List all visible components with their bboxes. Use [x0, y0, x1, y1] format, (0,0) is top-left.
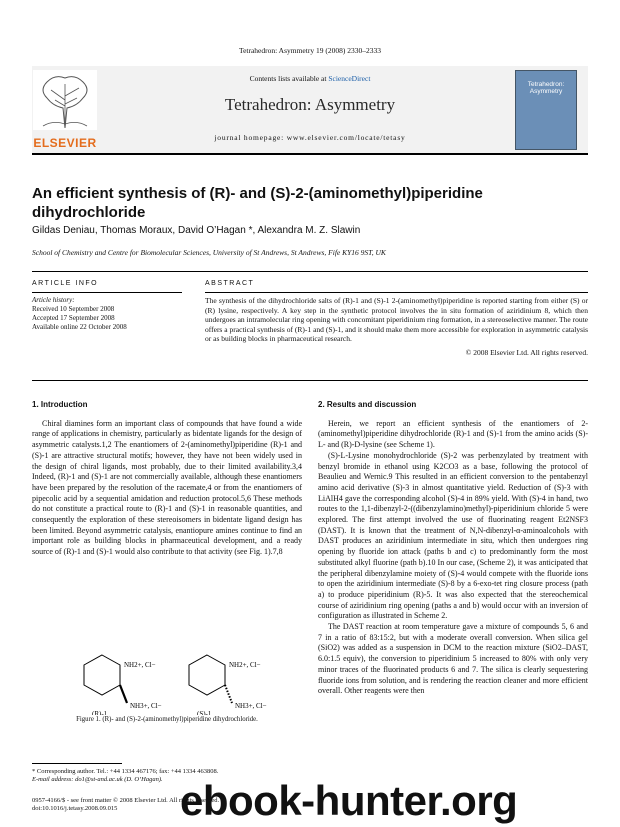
divider — [205, 292, 588, 293]
elsevier-tree-icon — [33, 70, 97, 130]
results-paragraph-1: Herein, we report an efficient synthesis of the enantiomers of 2-(aminomethyl)piperidine dihydrochloride (R)-1 and (S)-1 from the amino acids (S)-L- and (R)-D-lysine (see Scheme 1). — [318, 418, 588, 450]
nh2-label: NH2+, Cl− — [229, 661, 261, 669]
contents-prefix: Contents lists available at — [249, 74, 327, 83]
watermark: ebook-hunter.org — [180, 777, 518, 824]
elsevier-logo — [33, 70, 97, 150]
structure-diagram — [32, 645, 302, 715]
header-rule — [32, 153, 588, 155]
label-r1: (R)-1 — [92, 710, 108, 715]
abstract — [205, 296, 588, 357]
history-label: Article history: — [32, 296, 75, 304]
abstract-heading: ABSTRACT — [205, 280, 255, 287]
label-s1: (S)-1 — [197, 710, 212, 715]
nh3-label: NH3+, Cl− — [130, 702, 162, 710]
figure-caption: Figure 1. (R)- and (S)-2-(aminomethyl)piperidine dihydrochloride. — [76, 716, 258, 723]
article-history — [32, 296, 182, 332]
results-paragraph-3: The DAST reaction at room temperature gave a mixture of compounds 5, 6 and 7 in a ratio of 83:15:2, but with a moderate overall conversion. When silica gel (SiO2) was added as a suspension in DCM to the reaction mixture (SiO2–DAST, 6.0:1.5 equiv), the conversion to piperidinium 5 increased to 80% with only very minor traces of the fluorinated products 6 and 7. The silica is clearly sequestering fluoride ions from solution, and is rendering the reaction cleaner and more efficient overall. Other reagents were then — [318, 622, 588, 696]
article-title: An efficient synthesis of (R)- and (S)-2-(aminomethyl)piperidine dihydrochloride — [32, 185, 483, 221]
introduction-text: Chiral diamines form an important class of compounds that have found a wide range of applications in chemistry, particularly as bidentate ligands for the design of asymmetric catalysts.1,2 The enantiomers of 2-(aminomethyl)piperidine (R)-1 and (S)-1 are attractive structural motifs; however, they have not been widely used in the design of chiral ligands, most probably, due to their limited availability.3,4 Indeed, (R)-1 and (S)-1 are not commercially available, although these enantiomers have been prepared by the resolution of the racemate,4 or from the enantiomers of pipecolic acid by a sequential amidation and reduction protocol.5,6 These methods do not constitute a practical route to (R)-1 and (S)-1 in reasonable quantities, and consequently the exploration of these stereoisomers in bidentate ligand design has been limited. Beyond asymmetric catalysis, enantiopure amines continue to find an important role as building blocks in pharmaceutical development, and a ready source of (R)-1 and (S)-1 would also contribute to that activity (see Fig. 1).7,8 — [32, 418, 302, 557]
results-paragraph-2: (S)-L-Lysine monohydrochloride (S)-2 was perbenzylated by treatment with benzyl bromide in ethanol using K2CO3 as a base, following the protocol of Beaulieu and Wernic.9 This resulted in an efficient conversion to the pentabenzyl amino acid derivative (S)-3 in almost quantitative yield. Reduction of (S)-3 with LiAlH4 gave the corresponding alcohol (S)-4 in 89% yield. With (S)-4 in hand, two routes to the 1,1-dibenzyl-2-((dibenzylamino)methyl)-piperidinium chloride 5 were explored. The first attempt involved the use of fluorinating reagent Et2NSF3 (DAST). It is known that the treatment of N,N-dibenzyl-α-aminoalcohols with DAST produces an aziridinium intermediate in situ, which then undergoes ring opening by fluoride ion attack (paths b and c) to predominantly form the most substituted alkyl fluorine (path b).10 In our case, (Scheme 2), it was anticipated that the peripheral dibenzylamine moiety of (S)-4 would compete with the fluoride ions to open the aziridinium intermediate (S)-8 by a 6-exo-tet ring closure process (path a) to produce piperidinium (R)-5. It was also expected that the stereochemical course of aziridinium ring opening (paths a and b) would occur with an inversion of configuration as illustrated in Scheme 2. — [318, 450, 588, 621]
abstract-text: The synthesis of the dihydrochloride salts of (R)-1 and (S)-1 2-(aminomethyl)piperidine is reported starting from either (S) or (R) lysine, respectively. A key step in the synthetic protocol involves the in situ formation of aziridinium 8, which then undergoes an intramolecular ring opening with concomitant piperidinium ring formation, in a stereoselective manner. The route offers a practical synthesis of (R)-1 and (S)-1, and it should make them more accessible for exploration in asymmetric catalysis or as building blocks in pharmaceutical research. — [205, 296, 588, 343]
journal-homepage[interactable]: journal homepage: www.elsevier.com/locate/tetasy — [214, 133, 406, 142]
divider — [32, 380, 588, 381]
contents-line — [110, 74, 510, 83]
cover-title: Tetrahedron: — [527, 81, 565, 88]
sciencedirect-link[interactable]: ScienceDirect — [328, 74, 371, 83]
online-date: Available online 22 October 2008 — [32, 323, 127, 331]
journal-title: Tetrahedron: Asymmetry — [224, 95, 396, 114]
corresponding-author: * Corresponding author. Tel.: +44 1334 467176; fax: +44 1334 463808. — [32, 768, 219, 775]
figure-1 — [32, 645, 302, 715]
nh2-label: NH2+, Cl− — [124, 661, 156, 669]
author-list: Gildas Deniau, Thomas Moraux, David O’Hagan *, Alexandra M. Z. Slawin — [32, 225, 361, 236]
accepted-date: Accepted 17 September 2008 — [32, 314, 115, 322]
journal-cover — [515, 70, 577, 150]
introduction-heading: 1. Introduction — [32, 400, 88, 409]
divider — [32, 292, 182, 293]
introduction-section — [32, 400, 302, 558]
affiliation: School of Chemistry and Centre for Biomolecular Sciences, University of St Andrews, St Andrews, Fife KY16 9ST, UK — [32, 248, 386, 257]
results-section — [318, 400, 588, 697]
article-info-heading: ARTICLE INFO — [32, 280, 99, 287]
doi-line[interactable]: doi:10.1016/j.tetasy.2008.09.015 — [32, 805, 118, 812]
received-date: Received 10 September 2008 — [32, 305, 115, 313]
divider — [32, 271, 588, 272]
elsevier-wordmark: ELSEVIER — [33, 136, 97, 150]
footnote-rule — [32, 763, 122, 764]
email-address[interactable]: E-mail address: do1@st-and.ac.uk (D. O’Hagan). — [32, 776, 163, 784]
cover-subtitle: Asymmetry — [529, 88, 563, 95]
copyright: © 2008 Elsevier Ltd. All rights reserved. — [465, 347, 588, 357]
issn-line: 0957-4166/$ - see front matter © 2008 Elsevier Ltd. All rights reserved. — [32, 797, 220, 804]
journal-citation: Tetrahedron: Asymmetry 19 (2008) 2330–2333 — [239, 46, 381, 55]
results-heading: 2. Results and discussion — [318, 400, 417, 409]
nh3-label: NH3+, Cl− — [235, 702, 267, 710]
